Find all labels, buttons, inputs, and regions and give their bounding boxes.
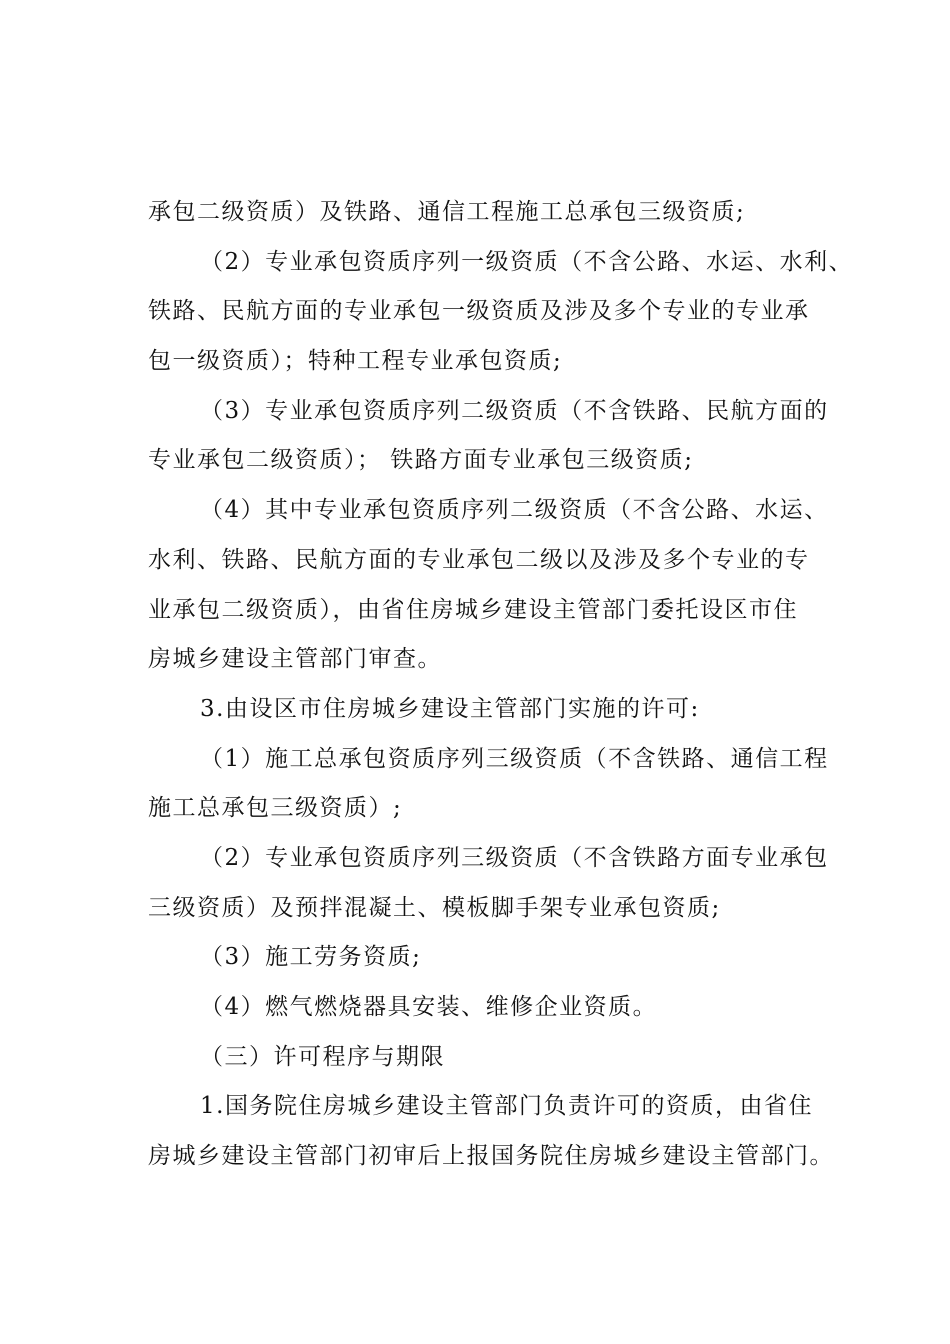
text-line: （2）专业承包资质序列三级资质（不含铁路方面专业承包	[200, 844, 829, 871]
text-line: （2）专业承包资质序列一级资质（不含公路、水运、水利、	[200, 248, 854, 275]
text-line: （3）施工劳务资质;	[200, 944, 422, 971]
text-line: 施工总承包三级资质）;	[148, 795, 403, 822]
text-line: 承包二级资质）及铁路、通信工程施工总承包三级资质;	[148, 199, 746, 225]
text-line: 铁路、民航方面的专业承包一级资质及涉及多个专业的专业承	[148, 298, 810, 325]
text-line: （1）施工总承包资质序列三级资质（不含铁路、通信工程	[200, 745, 829, 772]
text-line: 水利、铁路、民航方面的专业承包二级以及涉及多个专业的专	[148, 546, 810, 573]
text-line: 业承包二级资质），由省住房城乡建设主管部门委托设区市住	[148, 596, 798, 623]
text-line: 房城乡建设主管部门初审后上报国务院住房城乡建设主管部门。	[148, 1143, 834, 1170]
text-line: （3）专业承包资质序列二级资质（不含铁路、民航方面的	[200, 397, 829, 424]
text-line: （4）燃气燃烧器具安装、维修企业资质。	[200, 994, 658, 1020]
text-line: 3.由设区市住房城乡建设主管部门实施的许可:	[200, 695, 700, 722]
text-line: 房城乡建设主管部门审查。	[148, 646, 442, 673]
text-line: （4）其中专业承包资质序列二级资质（不含公路、水运、	[200, 497, 829, 524]
text-line: 包一级资质）；特种工程专业承包资质;	[148, 348, 563, 375]
text-line: 专业承包二级资质）； 铁路方面专业承包三级资质;	[148, 447, 694, 474]
text-line: 1.国务院住房城乡建设主管部门负责许可的资质，由省住	[200, 1093, 813, 1120]
text-line: （三）许可程序与期限	[200, 1043, 445, 1070]
document-body	[148, 188, 858, 1182]
text-line: 三级资质）及预拌混凝土、模板脚手架专业承包资质;	[148, 894, 721, 921]
